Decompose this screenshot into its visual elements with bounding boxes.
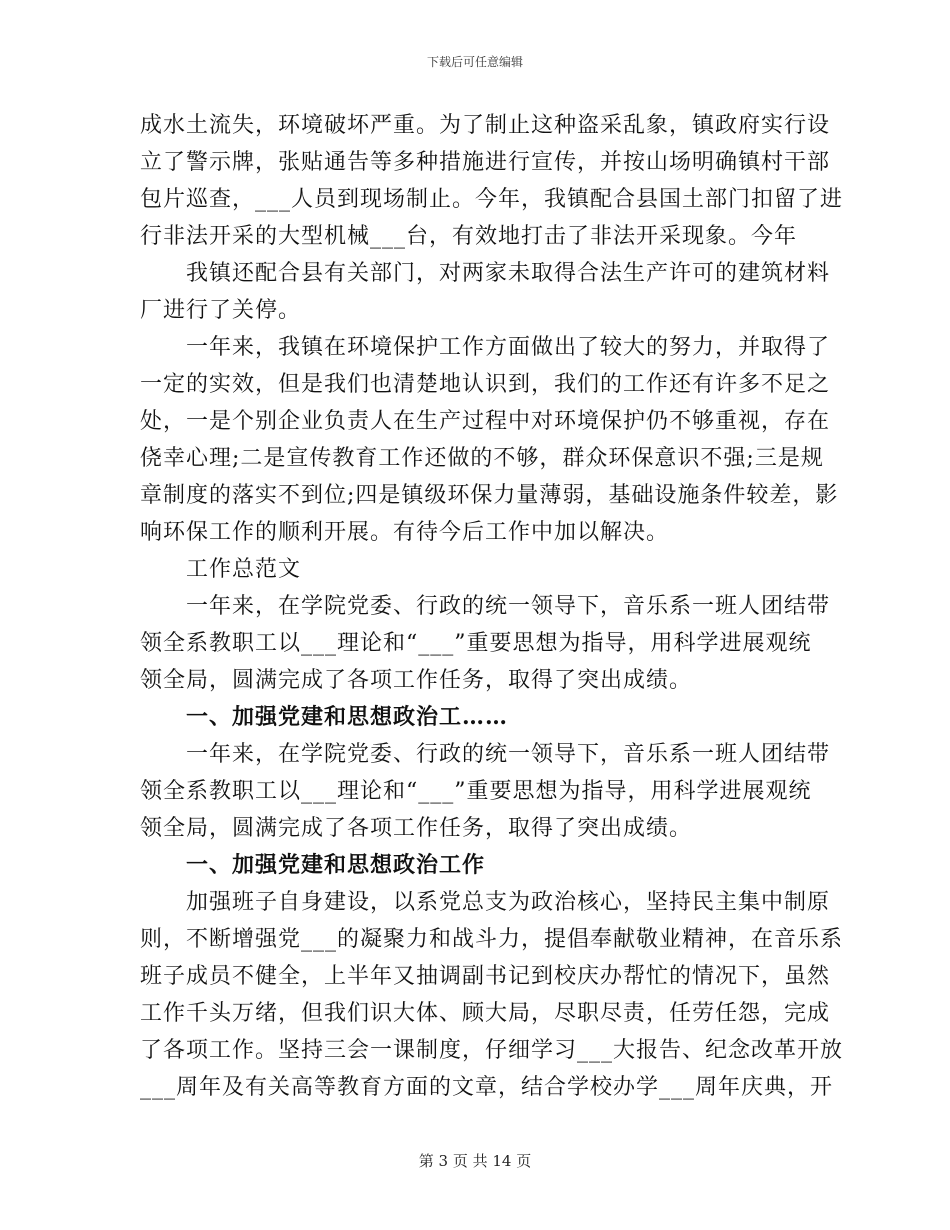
page-number-footer: 第 3 页 共 14 页 [418,1152,532,1170]
text-line: 工作千头万绪，但我们识大体、顾大局，尽职尽责，任劳任怨，完成 [140,1001,831,1026]
text-line: 成水土流失，环境破坏严重。为了制止这种盗采乱象，镇政府实行设 [140,113,831,138]
text-line: 立了警示牌，张贴通告等多种措施进行宣传，并按山场明确镇村干部 [140,150,831,175]
text-line: 班子成员不健全，上半年又抽调副书记到校庆办帮忙的情况下，虽然 [140,964,831,989]
text-line: 则，不断增强党___的凝聚力和战斗力，提倡奉献敬业精神，在音乐系 [140,927,844,952]
text-line: 一年来，在学院党委、行政的统一领导下，音乐系一班人团结带 [186,742,831,767]
text-line: 包片巡查，___人员到现场制止。今年，我镇配合县国土部门扣留了进 [140,187,844,212]
section-title: 工作总范文 [186,557,302,582]
text-line: 了各项工作。坚持三会一课制度，仔细学习___大报告、纪念改革开放 [140,1038,844,1063]
text-line: 处，一是个别企业负责人在生产过程中对环境保护仍不够重视，存在 [140,409,831,434]
text-line: 领全局，圆满完成了各项工作任务，取得了突出成绩。 [140,816,693,841]
text-line: 厂进行了关停。 [140,298,302,323]
text-line: 领全局，圆满完成了各项工作任务，取得了突出成绩。 [140,668,693,693]
text-line: 领全系教职工以___理论和“___”重要思想为指导，用科学进展观统 [140,779,812,804]
text-line: 一年来，在学院党委、行政的统一领导下，音乐系一班人团结带 [186,594,831,619]
text-line: 加强班子自身建设，以系党总支为政治核心，坚持民主集中制原 [186,890,831,915]
section-heading: 一、加强党建和思想政治工作 [186,852,486,878]
page-header: 下载后可任意编辑 [426,55,523,69]
text-line: 行非法开采的大型机械___台，有效地打击了非法开采现象。今年 [140,224,798,249]
text-line: 一年来，我镇在环境保护工作方面做出了较大的努力，并取得了 [186,335,831,360]
document-body [140,107,844,1106]
text-line: 响环保工作的顺利开展。有待今后工作中加以解决。 [140,520,670,545]
section-heading: 一、加强党建和思想政治工…… [186,704,509,730]
text-line: 侥幸心理;二是宣传教育工作还做的不够，群众环保意识不强;三是规 [140,446,824,471]
text-line: ___周年及有关高等教育方面的文章，结合学校办学___周年庆典，开 [140,1075,834,1100]
text-line: 我镇还配合县有关部门，对两家未取得合法生产许可的建筑材料 [186,261,831,286]
text-line: 章制度的落实不到位;四是镇级环保力量薄弱，基础设施条件较差，影 [140,483,839,508]
text-line: 领全系教职工以___理论和“___”重要思想为指导，用科学进展观统 [140,631,812,656]
text-line: 一定的实效，但是我们也清楚地认识到，我们的工作还有许多不足之 [140,372,831,397]
